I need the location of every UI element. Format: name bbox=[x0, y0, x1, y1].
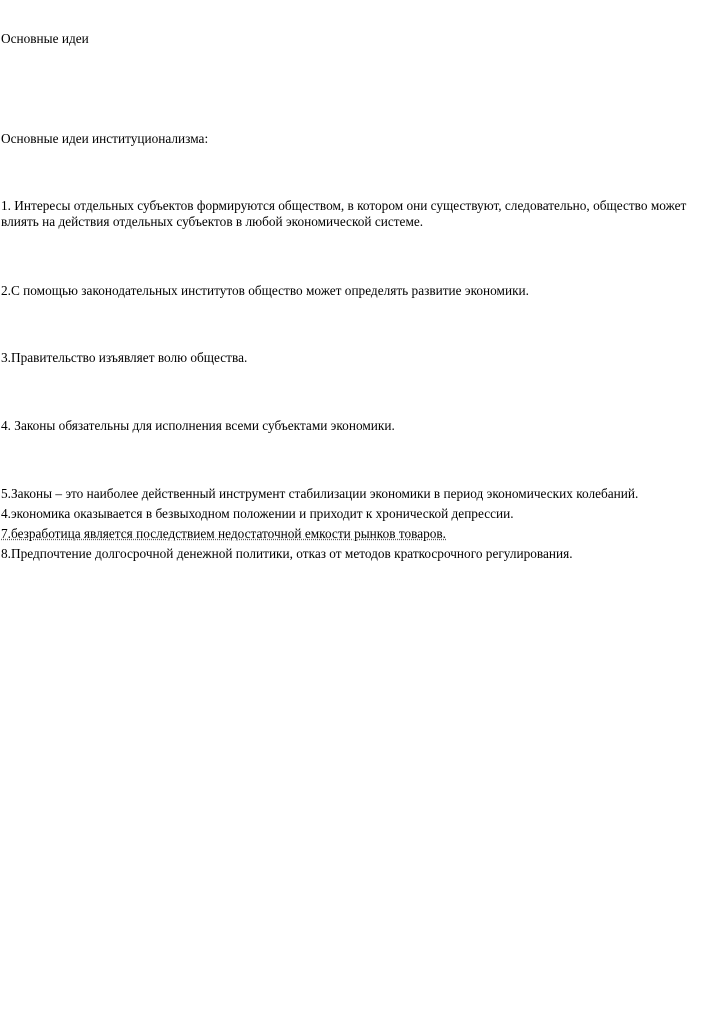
paragraph-6: 4.экономика оказывается в безвыходном положении и приходит к хронической депрессии. bbox=[1, 506, 514, 521]
paragraph-1: 1. Интересы отдельных субъектов формируются обществом, в котором они существуют, следовательно, общество может влиять на действия отдельных субъектов в любой экономической системе. bbox=[1, 198, 687, 229]
paragraph-7: 7.безработица является последствием недостаточной емкости рынков товаров. bbox=[1, 526, 447, 541]
document-title: Основные идеи bbox=[1, 31, 89, 46]
paragraph-4: 4. Законы обязательны для исполнения всеми субъектами экономики. bbox=[1, 418, 395, 433]
paragraph-3: 3.Правительство изъявляет волю общества. bbox=[1, 350, 248, 365]
paragraph-5: 5.Законы – это наиболее действенный инструмент стабилизации экономики в период экономических колебаний. bbox=[1, 486, 639, 501]
document-subtitle: Основные идеи институционализма: bbox=[1, 131, 209, 146]
paragraph-8: 8.Предпочтение долгосрочной денежной политики, отказ от методов краткосрочного регулирования. bbox=[1, 546, 573, 561]
paragraph-2: 2.С помощью законодательных институтов общество может определять развитие экономики. bbox=[1, 283, 529, 298]
